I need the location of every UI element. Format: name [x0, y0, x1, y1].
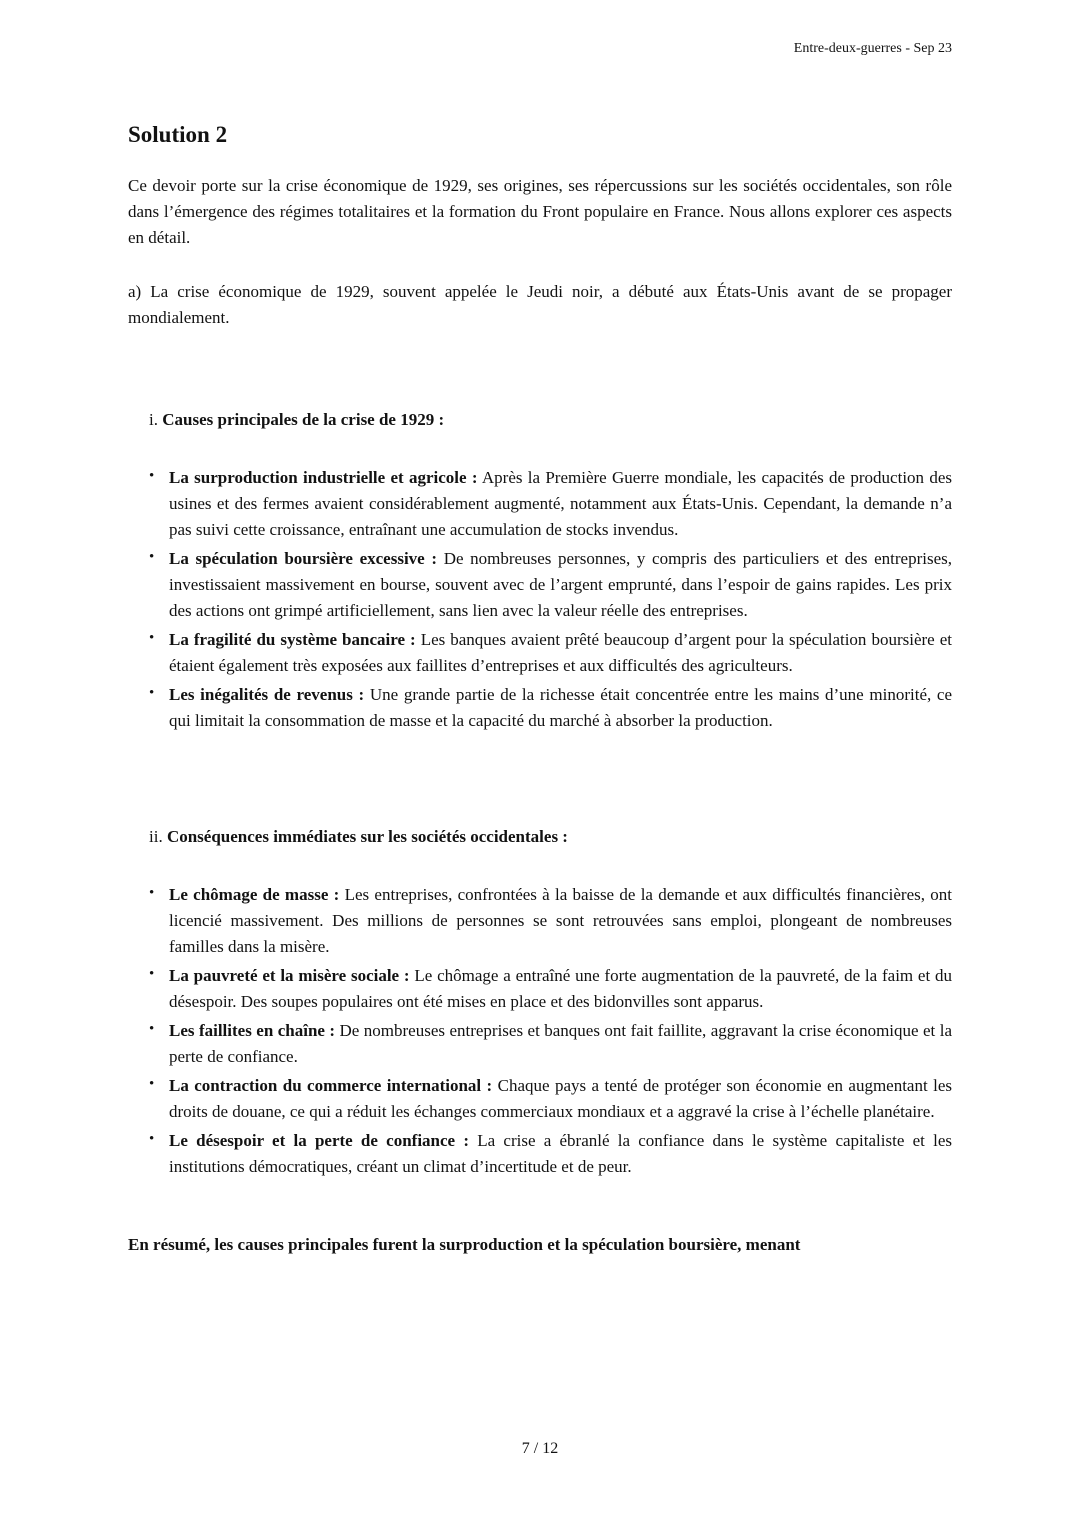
item-text: Chaque pays a tenté de protéger son économie en augmentant les droits de douane, ce qui a réduit les échanges commerciaux mondiaux et a aggravé la crise à l’échelle planétaire.: [169, 1076, 952, 1121]
list-item: [169, 1128, 952, 1180]
section-number: ii.: [149, 827, 163, 846]
item-text: Les banques avaient prêté beaucoup d’argent pour la spéculation boursière et étaient également très exposées aux faillites d’entreprises et aux difficultés des agriculteurs.: [169, 630, 952, 675]
closing-paragraph: En résumé, les causes principales furent la surproduction et la spéculation boursière, menant: [128, 1235, 801, 1254]
item-lead: La surproduction industrielle et agricole :: [169, 468, 478, 487]
intro-paragraph: Ce devoir porte sur la crise économique de 1929, ses origines, ses répercussions sur les sociétés occidentales, son rôle dans l’émergence des régimes totalitaires et la formation du Front populaire en France. Nous allons explorer ces aspects en détail.: [128, 176, 952, 247]
list-item: [169, 1018, 952, 1070]
consequences-list: [128, 882, 952, 1180]
item-text: Après la Première Guerre mondiale, les capacités de production des usines et des fermes avaient considérablement augmenté, notamment aux États-Unis. Cependant, la demande n’a pas suivi cette croissance, entraînant une accumulation de stocks invendus.: [169, 468, 952, 539]
section-title: Causes principales de la crise de 1929 :: [162, 410, 445, 429]
item-lead: La spéculation boursière excessive :: [169, 549, 438, 568]
item-lead: Les faillites en chaîne :: [169, 1021, 336, 1040]
list-item: [169, 465, 952, 543]
item-text: De nombreuses personnes, y compris des particuliers et des entreprises, investissaient massivement en bourse, souvent avec de l’argent emprunté, dans l’espoir de gains rapides. Les prix des actions ont grimpé artificiellement, sans lien avec la valeur réelle des entreprises.: [169, 549, 952, 620]
item-text: Une grande partie de la richesse était concentrée entre les mains d’une minorité, ce qui limitait la consommation de masse et la capacité du marché à absorber la production.: [169, 685, 953, 730]
section-heading-ii: [149, 824, 952, 850]
list-item: [169, 963, 952, 1015]
list-item: [169, 682, 952, 734]
item-text: Les entreprises, confrontées à la baisse de la demande et aux difficultés financières, ont licencié massivement. Des millions de personnes se sont retrouvées sans emploi, plongeant de nombreuses familles dans la misère.: [169, 885, 952, 956]
item-text: Le chômage a entraîné une forte augmentation de la pauvreté, de la faim et du désespoir. Des soupes populaires ont été mises en place et des bidonvilles sont apparus.: [169, 966, 952, 1011]
page-title: Solution 2: [128, 122, 228, 148]
list-item: [169, 546, 952, 624]
page-number: 7 / 12: [521, 1439, 559, 1457]
item-text: La crise a ébranlé la confiance dans le système capitaliste et les institutions démocratiques, créant un climat d’incertitude et de peur.: [169, 1131, 952, 1176]
list-item: [169, 627, 952, 679]
section-heading-i: [149, 407, 952, 433]
section-title: Conséquences immédiates sur les sociétés occidentales :: [166, 827, 568, 846]
list-item: [169, 1073, 952, 1125]
item-lead: La contraction du commerce international :: [169, 1076, 493, 1095]
section-number: i.: [149, 410, 158, 429]
item-lead: Le désespoir et la perte de confiance :: [169, 1131, 469, 1150]
item-lead: La pauvreté et la misère sociale :: [169, 966, 410, 985]
running-header: Entre-deux-guerres - Sep 23: [793, 41, 952, 56]
causes-list: [128, 465, 952, 734]
item-text: De nombreuses entreprises et banques ont fait faillite, aggravant la crise économique et la perte de confiance.: [169, 1021, 952, 1066]
item-lead: La fragilité du système bancaire :: [169, 630, 416, 649]
list-item: [169, 882, 952, 960]
paragraph-a: a) La crise économique de 1929, souvent appelée le Jeudi noir, a débuté aux États-Unis avant de se propager mondialement.: [128, 282, 952, 327]
item-lead: Les inégalités de revenus :: [169, 685, 365, 704]
item-lead: Le chômage de masse :: [169, 885, 340, 904]
